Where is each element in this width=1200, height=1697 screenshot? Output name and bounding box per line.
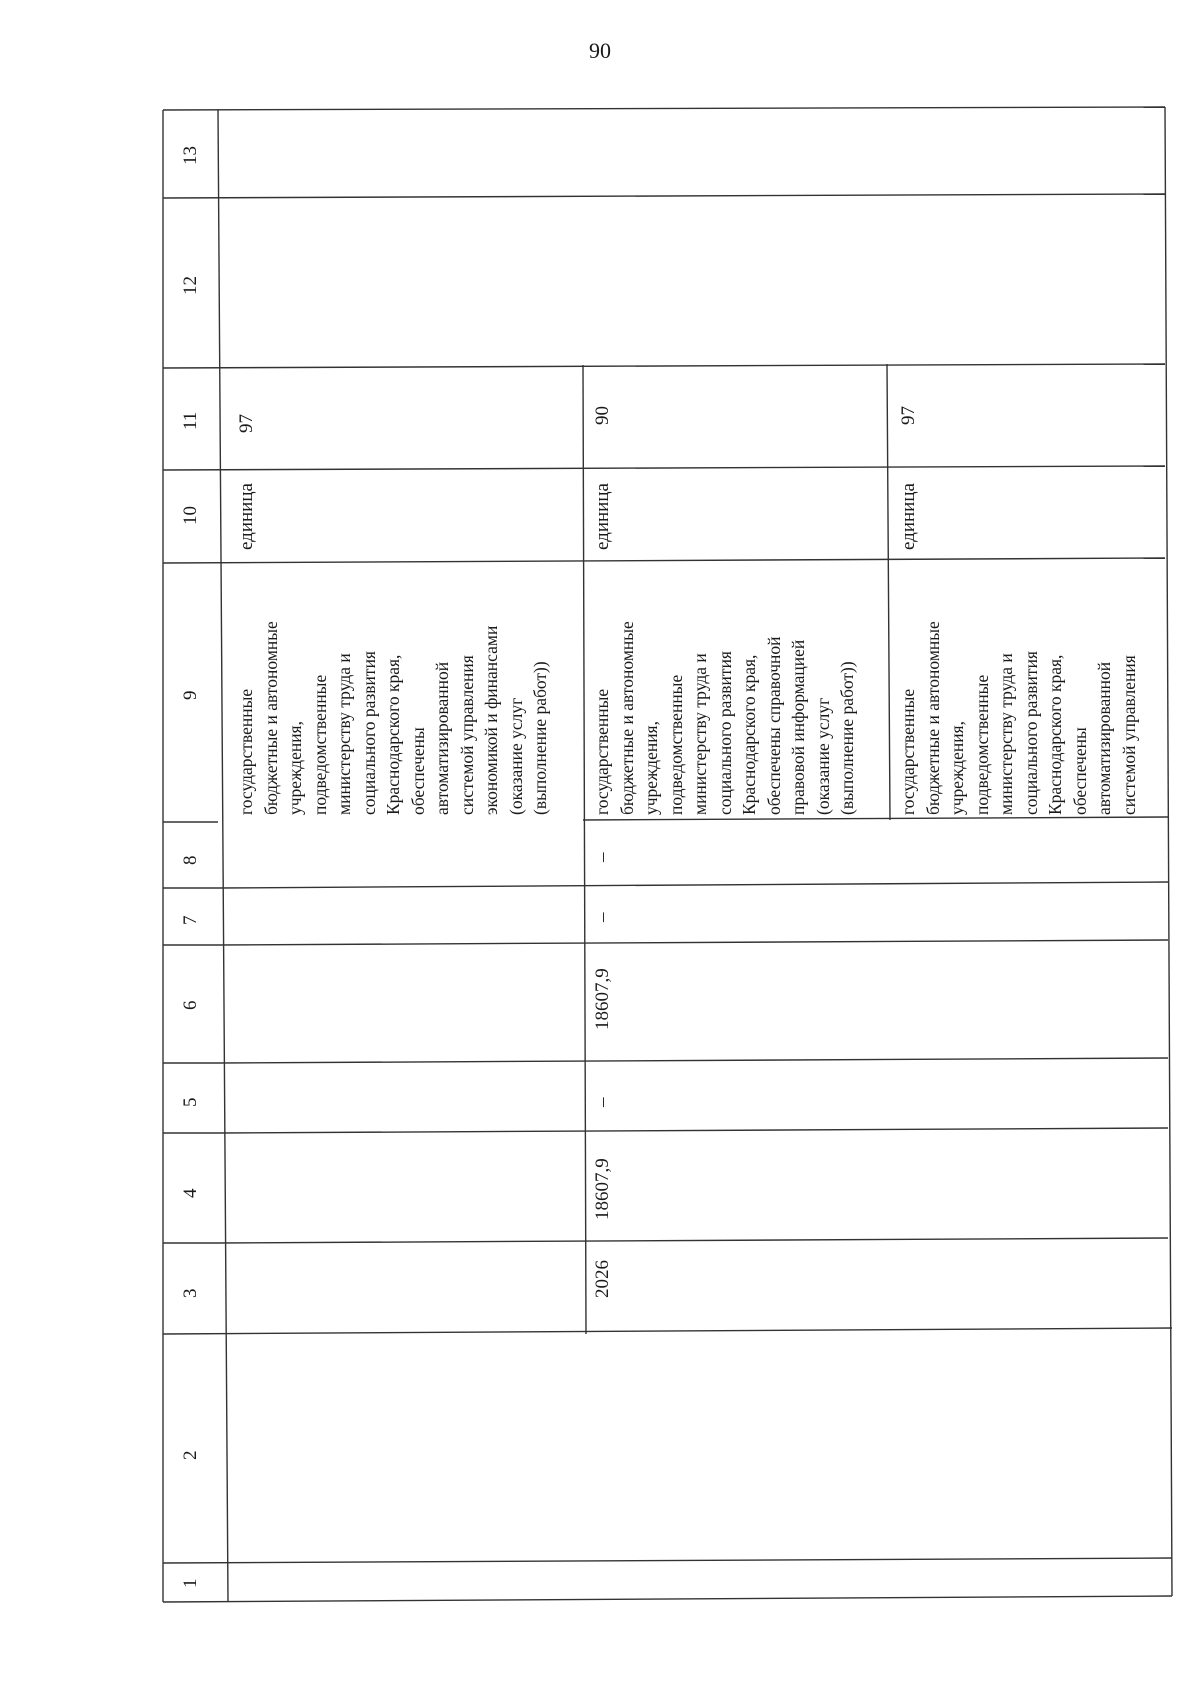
row2-col4: 18607,9 — [592, 1158, 613, 1220]
header-col-3: 3 — [180, 1288, 201, 1298]
row1-col10: единица — [236, 483, 257, 550]
row2-year: 2026 — [592, 1260, 613, 1298]
header-col-9: 9 — [180, 690, 201, 700]
row2-col8: – — [592, 852, 613, 862]
header-col-1: 1 — [180, 1578, 201, 1588]
header-col-7: 7 — [180, 915, 201, 925]
header-col-12: 12 — [180, 276, 201, 295]
header-col-8: 8 — [180, 855, 201, 865]
row2-col11: 90 — [592, 406, 613, 425]
row1-col11: 97 — [236, 414, 257, 433]
header-col-11: 11 — [180, 411, 201, 430]
row1-col9: государственные бюджетные и автономные учреждения, подведомственные министерству труда и социального развития Краснодарского края, обеспечены автоматизированной системой управления экономикой и финансами (оказание услуг (выполнение работ)) — [236, 621, 550, 815]
row2-col10: единица — [592, 483, 613, 550]
header-col-10: 10 — [180, 506, 201, 525]
row3-col9: государственные бюджетные и автономные учреждения, подведомственные министерству труда и социального развития Краснодарского края, обеспечены автоматизированной системой управления — [898, 621, 1139, 815]
row2-col7: – — [592, 912, 613, 922]
page-number: 90 — [589, 38, 611, 63]
header-col-4: 4 — [180, 1188, 201, 1198]
header-col-2: 2 — [180, 1450, 201, 1460]
row3-col10: единица — [898, 483, 919, 550]
row2-col5: – — [592, 1097, 613, 1107]
row3-col11: 97 — [898, 406, 919, 425]
header-col-6: 6 — [180, 1000, 201, 1010]
row2-col6: 18607,9 — [592, 968, 613, 1030]
row2-col9: государственные бюджетные и автономные учреждения, подведомственные министерству труда и социального развития Краснодарского края, обеспечены справочной правовой информацией (оказание услуг (выполнение работ)) — [592, 621, 857, 815]
header-col-13: 13 — [180, 146, 201, 165]
header-col-5: 5 — [180, 1097, 201, 1107]
